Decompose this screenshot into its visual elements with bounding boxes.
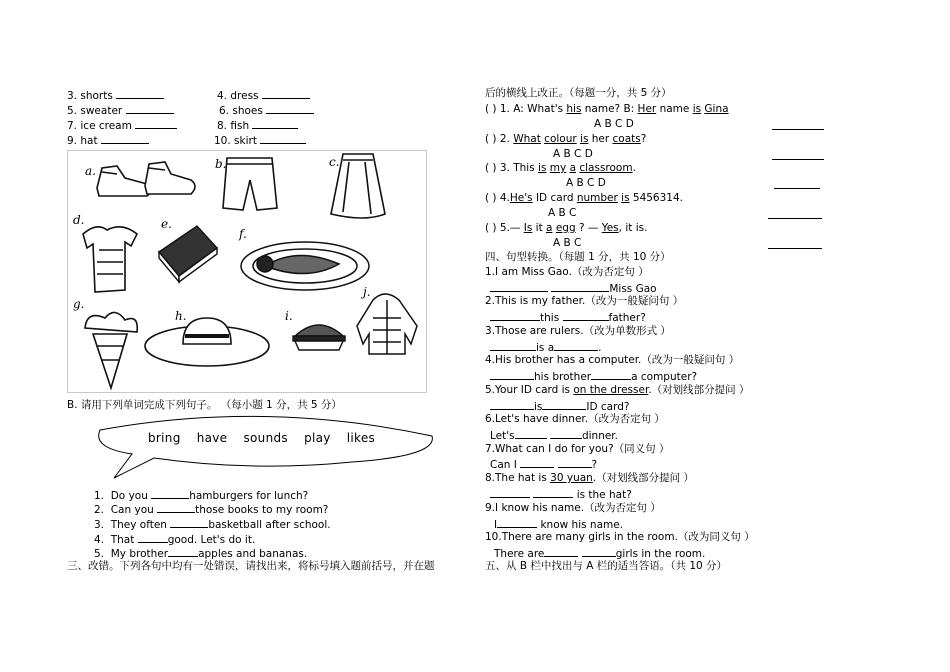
transform-1-answer: Miss Gao [490,282,657,295]
sentence-4: 4. That good. Let's do it. [94,534,256,546]
vocab-item-5: 5. sweater [67,104,174,117]
vocab-item-8: 8. fish [217,119,298,132]
pic-letter-a: a. [85,164,96,178]
transform-4-answer: his brother a computer? [490,370,697,383]
vocab-item-6: 6. shoes [219,104,314,117]
transform-7-answer: Can I ? [490,459,598,471]
word-bank: bring have sounds play likes [148,431,376,445]
transform-10: 10.There are many girls in the room.（改为同义句 ） [485,531,755,543]
error-letters-2: A B C D [553,148,593,160]
error-item-5: ( ) 5.— Is it a egg ? — Yes, it is. [485,222,648,234]
vocab-item-9: 9. hat [67,134,149,147]
error-item-2: ( ) 2. What colour is her coats? [485,133,647,145]
pic-letter-d: d. [73,213,85,227]
pic-letter-e: e. [161,217,172,231]
error-letters-4: A B C [548,207,577,219]
sentence-3: 3. They often basketball after school. [94,519,331,531]
pic-letter-b: b. [215,157,227,171]
transform-5-answer: is ID card? [490,400,630,413]
section-5-heading: 五、从 B 栏中找出与 A 栏的适当答语。（共 10 分） [485,560,728,572]
transform-4: 4.His brother has a computer.（改为一般疑问句 ） [485,354,740,366]
vocab-item-7: 7. ice cream [67,119,177,132]
transform-3-answer: is a . [490,341,602,354]
pic-letter-f: f. [239,227,247,241]
sentence-2: 2. Can you those books to my room? [94,504,329,516]
section-3-heading: 三、改错。下列各句中均有一处错误，请找出来，将标号填入题前括号，并在题 [67,560,435,572]
transform-7: 7.What can I do for you?（同义句 ） [485,443,670,455]
transform-6-answer: Let's dinner. [490,430,618,442]
pic-letter-c: c. [329,155,340,169]
fish-icon [241,242,369,290]
vocab-item-4: 4. dress [217,89,310,102]
transform-2-answer: this father? [490,311,646,324]
clothing-pictures [67,150,427,393]
transform-2: 2.This is my father.（改为一般疑问句 ） [485,295,684,307]
error-letters-5: A B C [553,237,582,249]
error-item-3: ( ) 3. This is my a classroom. [485,162,636,174]
transform-6: 6.Let's have dinner.（改为否定句 ） [485,413,665,425]
error-letters-1: A B C D [594,118,634,130]
transform-10-answer: There are girls in the room. [494,548,706,560]
error-item-1: ( ) 1. A: What's his name? B: Her name is Gina [485,103,729,115]
section-3-continued: 后的横线上改正。（每题一分，共 5 分） [485,87,672,99]
vocab-item-10: 10. skirt [214,134,306,147]
transform-1: 1.I am Miss Gao.（改为否定句 ） [485,266,649,278]
vocab-item-3: 3. shorts [67,89,164,102]
error-item-4: ( ) 4.He's ID card number is 5456314. [485,192,683,204]
section-4-heading: 四、句型转换。（每题 1 分，共 10 分） [485,251,671,263]
error-letters-3: A B C D [566,177,606,189]
transform-8-answer: is the hat? [490,488,632,501]
sentence-5: 5. My brother apples and bananas. [94,548,308,560]
section-b-instruction: B. 请用下列单词完成下列句子。 （每小题 1 分，共 5 分） [67,399,342,411]
pic-letter-i: i. [285,309,293,323]
transform-9: 9.I know his name.（改为否定句 ） [485,502,661,514]
transform-9-answer: I know his name. [494,519,624,531]
transform-3: 3.Those are rulers.（改为单数形式 ） [485,325,671,337]
transform-8: 8.The hat is 30 yuan.（对划线部分提问 ） [485,472,694,484]
pic-letter-g: g. [73,297,85,311]
sentence-1: 1. Do you hamburgers for lunch? [94,490,309,502]
pic-letter-j: j. [363,285,371,299]
pic-letter-h: h. [175,309,187,323]
transform-5: 5.Your ID card is on the dresser.（对划线部分提问 ） [485,384,750,396]
